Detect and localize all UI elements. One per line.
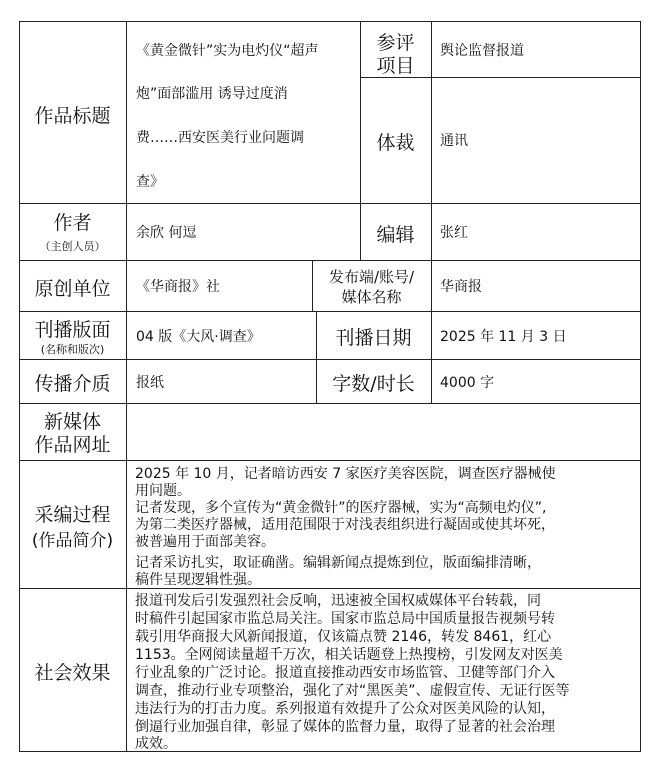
author-label: 作者 (53, 212, 92, 234)
effect-line: 成效。 (135, 736, 177, 752)
editor-value: 张红 (440, 225, 468, 241)
category-label: 项目 (376, 55, 415, 77)
effect-line: 调查，推动行业专项整治，强化了对“黑医美”、虚假宣传、无证行医等 (135, 683, 570, 699)
edition-sublabel: (名称和版次) (40, 343, 105, 356)
unit-label: 原创单位 (34, 278, 111, 300)
effect-line: 1153。全网阅读量超千万次，相关话题登上热搜榜，引发网友对医美 (135, 647, 563, 663)
genre-value: 通讯 (440, 133, 468, 149)
table-border-right (640, 21, 641, 751)
row-divider (19, 359, 641, 360)
date-value: 2025 年 11 月 3 日 (440, 329, 567, 345)
title-label: 作品标题 (34, 105, 111, 127)
editor-label: 编辑 (376, 224, 415, 246)
url-label: 作品网址 (34, 434, 111, 456)
url-label: 新媒体 (43, 411, 101, 433)
process-line: 记者发现，多个宣传为“黄金微针”的医疗器械，实为“高频电灼仪”, (135, 500, 547, 516)
work-title-line: 费……西安医美行业问题调 (136, 130, 304, 146)
process-sublabel: (作品简介) (31, 531, 114, 551)
row-divider (19, 403, 641, 404)
column-divider (126, 21, 127, 751)
table-border-top (19, 21, 641, 22)
platform-value: 华商报 (440, 279, 482, 295)
date-label: 刊播日期 (335, 327, 412, 349)
effect-line: 载引用华商报大风新闻报道，仅该篇点赞 2146，转发 8461，红心 (135, 629, 552, 645)
row-divider (19, 260, 641, 261)
unit-value: 《华商报》社 (136, 279, 220, 295)
author-value: 余欣 何逗 (136, 225, 197, 241)
effect-line: 时稿件引起国家市监总局关注。国家市监总局中国质量报告视频号转 (135, 611, 555, 627)
category-value: 舆论监督报道 (440, 43, 524, 59)
row-divider (19, 460, 641, 461)
medium-value: 报纸 (136, 375, 164, 391)
column-divider (431, 260, 432, 403)
effect-label: 社会效果 (34, 662, 111, 684)
row-divider (19, 203, 641, 204)
edition-value: 04 版《大风·调查》 (136, 329, 261, 345)
effect-line: 报道刊发后引发强烈社会反响，迅速被全国权威媒体平台转载，同 (135, 593, 541, 609)
platform-label: 媒体名称 (341, 288, 402, 306)
effect-line: 违法行为的打击力度。系列报道有效提升了公众对医美风险的认知， (135, 701, 555, 717)
process-line: 记者采访扎实，取证确凿。编辑新闻点提炼到位，版面编排清晰， (135, 555, 541, 571)
column-divider (431, 21, 432, 260)
process-line: 稿件呈现逻辑性强。 (135, 572, 261, 588)
effect-line: 行业乱象的广泛讨论。报道直接推动西安市场监管、卫健等部门介入 (135, 665, 555, 681)
row-divider (19, 311, 641, 312)
word-count-label: 字数/时长 (332, 373, 415, 395)
work-title-line: 《黄金微针”实为电灼仪“超声 (136, 43, 319, 59)
category-label: 参评 (376, 32, 415, 54)
process-line: 用问题。 (135, 483, 191, 499)
genre-label: 体裁 (376, 132, 415, 154)
process-line: 2025 年 10 月，记者暗访西安 7 家医疗美容医院，调查医疗器械使 (135, 466, 556, 482)
edition-label: 刊播版面 (34, 319, 111, 341)
process-line: 为第二类医疗器械，适用范围限于对浅表组织进行凝固或使其坏死， (135, 517, 555, 533)
table-border-bottom (19, 751, 641, 752)
work-title-line: 查》 (136, 174, 164, 190)
row-divider (19, 588, 641, 589)
author-sublabel: （主创人员） (39, 240, 106, 253)
process-label: 采编过程 (34, 504, 111, 526)
word-count-value: 4000 字 (440, 375, 495, 391)
work-title-line: 炮”面部滥用 诱导过度消 (136, 86, 288, 102)
process-line: 被普遍用于面部美容。 (135, 534, 275, 550)
medium-label: 传播介质 (34, 373, 111, 395)
platform-label: 发布端/账号/ (328, 268, 415, 286)
effect-line: 倒逼行业加强自律，彰显了媒体的监督力量，取得了显著的社会治理 (135, 719, 555, 735)
